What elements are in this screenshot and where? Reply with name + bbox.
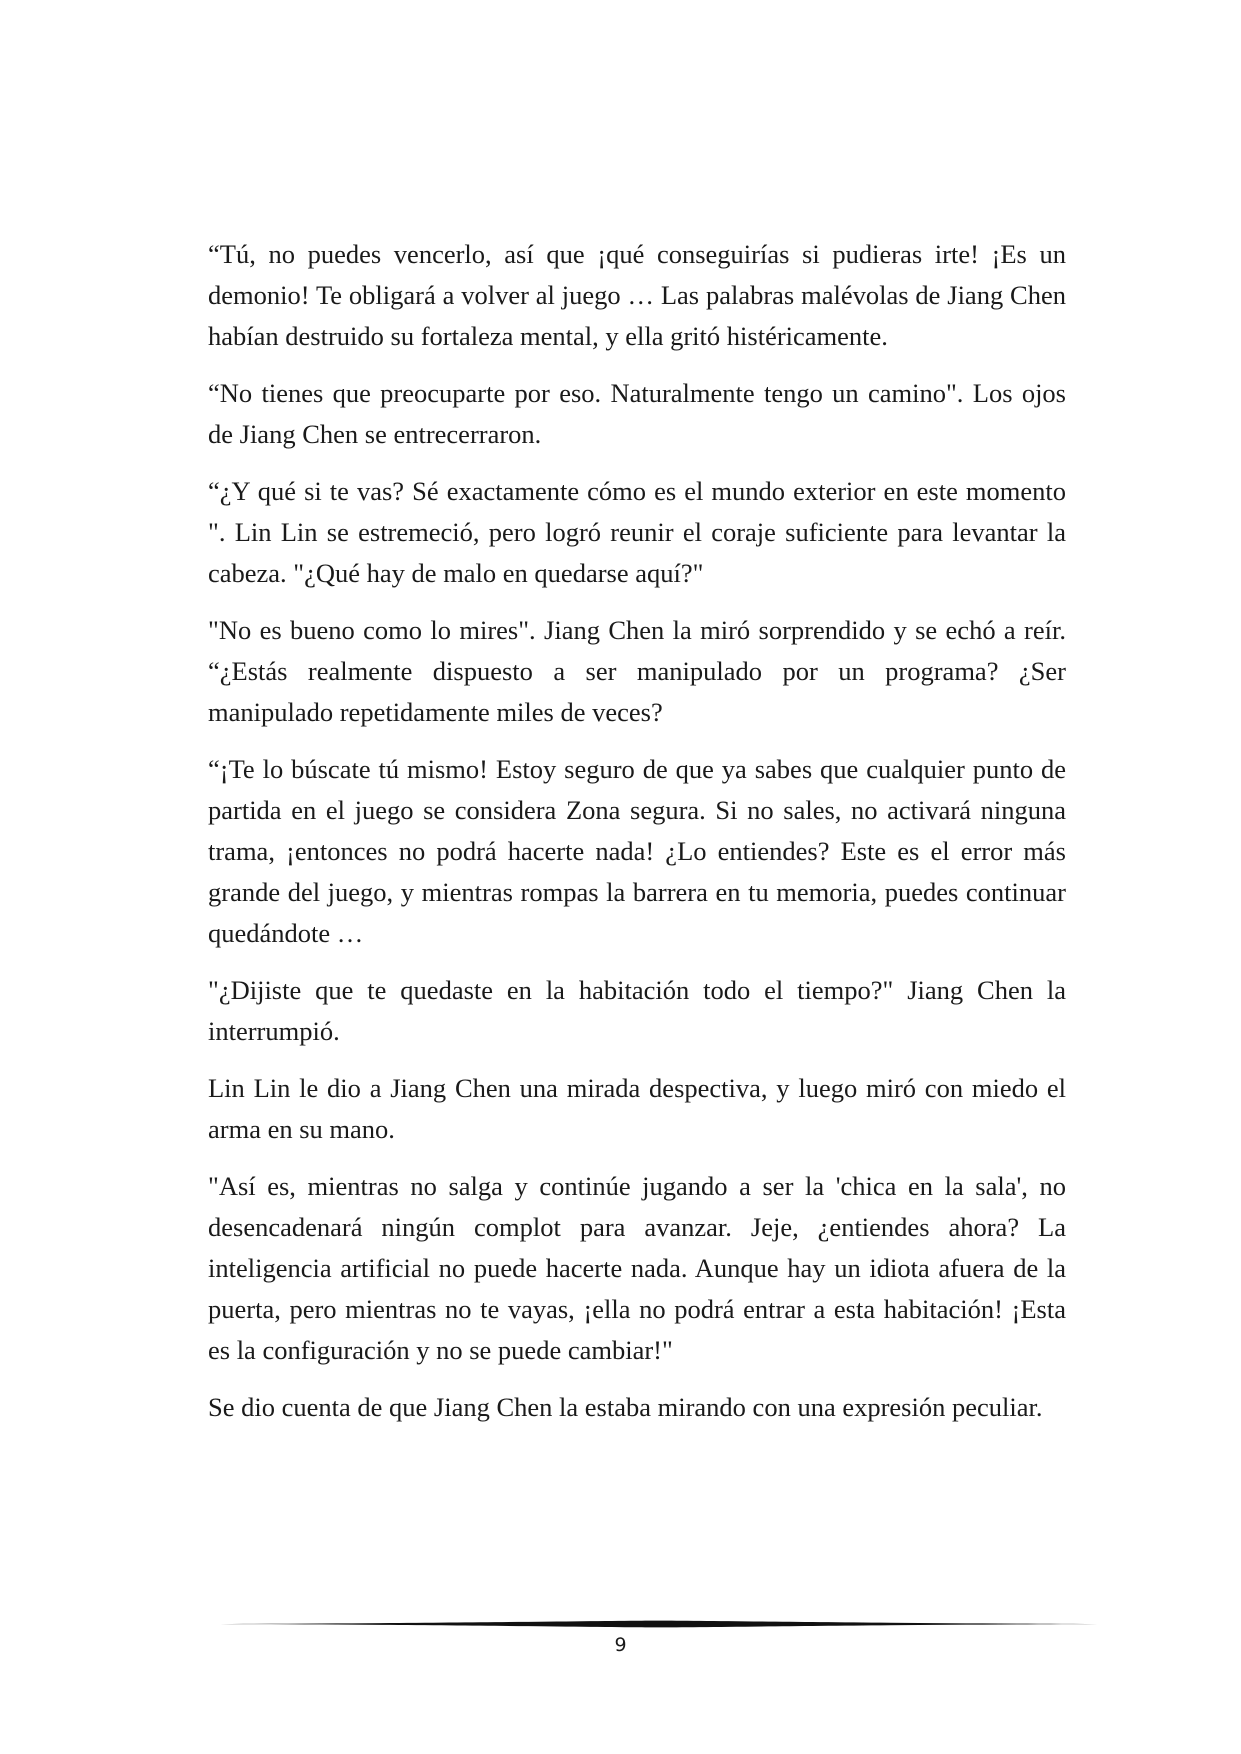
page-body	[208, 234, 1066, 1444]
footer-divider-shape	[208, 1620, 1110, 1628]
footer-divider	[208, 1620, 1110, 1628]
paragraph-7: Lin Lin le dio a Jiang Chen una mirada despectiva, y luego miró con miedo el arma en su mano.	[208, 1073, 1066, 1144]
paragraph-2: “No tienes que preocuparte por eso. Naturalmente tengo un camino". Los ojos de Jiang Chen se entrecerraron.	[208, 378, 1066, 449]
paragraph-9: Se dio cuenta de que Jiang Chen la estaba mirando con una expresión peculiar.	[208, 1392, 1043, 1422]
paragraph-4: "No es bueno como lo mires". Jiang Chen la miró sorprendido y se echó a reír. “¿Estás realmente dispuesto a ser manipulado por un programa? ¿Ser manipulado repetidamente miles de veces?	[208, 615, 1066, 727]
page-number: 9	[614, 1634, 627, 1656]
paragraph-1: “Tú, no puedes vencerlo, así que ¡qué conseguirías si pudieras irte! ¡Es un demonio! Te obligará a volver al juego … Las palabras malévolas de Jiang Chen habían destruido su fortaleza mental, y ella gritó histéricamente.	[208, 239, 1066, 351]
paragraph-8: "Así es, mientras no salga y continúe jugando a ser la 'chica en la sala', no desencadenará ningún complot para avanzar. Jeje, ¿entiendes ahora? La inteligencia artificial no puede hacerte nada. Aunque hay un idiota afuera de la puerta, pero mientras no te vayas, ¡ella no podrá entrar a esta habitación! ¡Esta es la configuración y no se puede cambiar!"	[208, 1171, 1066, 1365]
paragraph-6: "¿Dijiste que te quedaste en la habitación todo el tiempo?" Jiang Chen la interrumpió.	[208, 975, 1066, 1046]
paragraph-5: “¡Te lo búscate tú mismo! Estoy seguro de que ya sabes que cualquier punto de partida en el juego se considera Zona segura. Si no sales, no activará ninguna trama, ¡entonces no podrá hacerte nada! ¿Lo entiendes? Este es el error más grande del juego, y mientras rompas la barrera en tu memoria, puedes continuar quedándote …	[208, 754, 1066, 948]
paragraph-3: “¿Y qué si te vas? Sé exactamente cómo es el mundo exterior en este momento ". Lin Lin se estremeció, pero logró reunir el coraje suficiente para levantar la cabeza. "¿Qué hay de malo en quedarse aquí?"	[208, 476, 1066, 588]
